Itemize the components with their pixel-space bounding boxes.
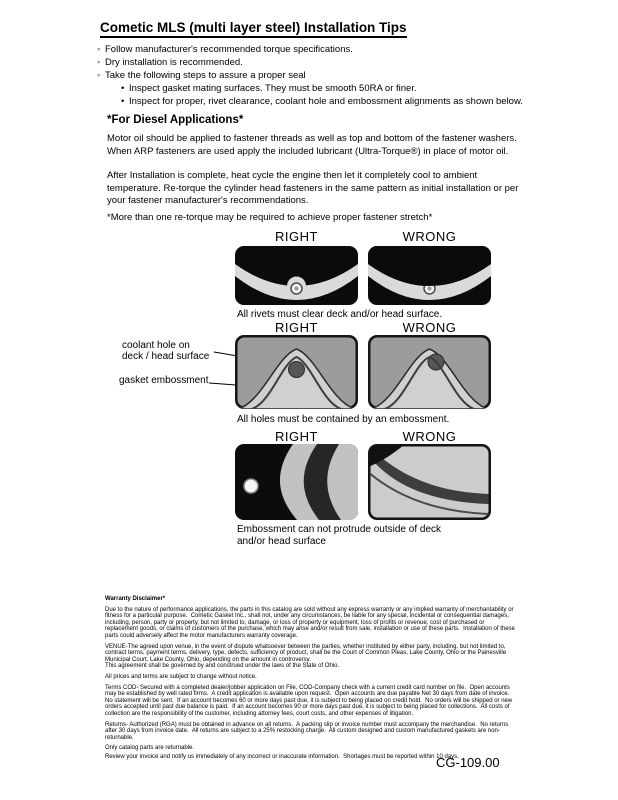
disclaimer-paragraph: Review your invoice and notify us immediately of any incorrect or inaccurate information. Shortages must be reported within 10 days.: [105, 753, 459, 760]
list-item: [121, 95, 537, 108]
warranty-disclaimer: [105, 596, 519, 764]
installation-tips-list: [97, 43, 537, 108]
disclaimer-paragraph: This agreement shall be governed by and construed under the laws of the State of Ohio.: [105, 663, 340, 670]
diesel-paragraph-2: After Installation is complete, heat cycle the engine then let it completely cool to ambient temperature. Re-torque the cylinder head fasteners in the same pattern as initial installation or per your fastener manufacturer's recommendations.: [107, 170, 522, 206]
open-bullet-icon: ◦: [97, 57, 101, 68]
diagram-protrusion-wrong: [368, 444, 491, 520]
diagram-embossment-wrong: [368, 335, 491, 409]
diagram-embossment-right: [235, 335, 358, 409]
wrong-label: WRONG: [402, 429, 457, 444]
diesel-heading: *For Diesel Applications*: [107, 114, 244, 126]
disclaimer-paragraph: Returns- Authorized (RGA) must be obtained in advance on all returns. A packing slip or invoice number must accompany the merchandise. No returns after 30 days from invoice date. All returns are subject to a 25% restocking charge. All custom designed and custom manufactured gaskets are non-returnable.: [105, 721, 510, 741]
right-label: RIGHT: [275, 229, 318, 244]
retorque-note: *More than one re-torque may be required to achieve proper fastener stretch*: [107, 212, 433, 223]
bolt-hole-icon: [244, 479, 258, 493]
right-label: RIGHT: [275, 429, 318, 444]
wrong-label: WRONG: [402, 229, 457, 244]
diagram-protrusion-right: [235, 444, 358, 520]
wrong-label: WRONG: [402, 320, 457, 335]
list-item-text: Inspect for proper, rivet clearance, coolant hole and embossment alignments as shown below.: [129, 96, 523, 107]
filled-bullet-icon: •: [121, 83, 125, 94]
open-bullet-icon: ◦: [97, 44, 101, 55]
protrusion-caption: Embossment can not protrude outside of deck and/or head surface: [237, 524, 442, 547]
filled-bullet-icon: •: [121, 96, 125, 107]
page-number: CG-109.00: [436, 755, 500, 770]
list-item-text: Inspect gasket mating surfaces. They must be smooth 50RA or finer.: [129, 83, 417, 94]
page-title: Cometic MLS (multi layer steel) Installation Tips: [100, 20, 407, 38]
diesel-paragraph-1: Motor oil should be applied to fastener threads as well as top and bottom of the fastener washers. When ARP fasteners are used apply the included lubricant (Ultra-Torque®) in place of motor oil.: [107, 133, 520, 157]
list-item-text: Follow manufacturer's recommended torque specifications.: [105, 44, 353, 55]
list-item: [97, 43, 537, 56]
list-item: [121, 82, 537, 95]
disclaimer-paragraph: Terms COD- Secured with a completed dealer/jobber application on File, COD-Company check with a current credit card number on file. Open accounts may be established by well rated firms. A credit application is available upon request. Open accounts are due payable Net 30 days from date of invoice. No statement will be sent. If an account becomes 60 or more days past due, it is subject to being placed on credit hold. No orders will be shipped or new orders accepted until past due balance is paid. If an account becomes 90 or more days past due, it is subject to being placed for collections. All costs of collection are the responsibility of the customer, including attorney fees, court costs, and other expenses of litigation.: [105, 684, 514, 717]
embossment-caption: All holes must be contained by an embossment.: [237, 414, 450, 425]
list-item: [97, 56, 537, 69]
list-item-text: Dry installation is recommended.: [105, 57, 243, 68]
list-item-text: Take the following steps to assure a proper seal: [105, 70, 306, 81]
disclaimer-paragraph: Due to the nature of performance applications, the parts in this catalog are sold without any express warranty or any implied warranty of merchantability or fitness for a particular purpose. Cometic Gasket Inc., shall not, under any circumstances, be liable for any special, incidental or consequential damages, including, person, party or property, but not limited to, damage, or loss of property or equipment, loss of profits or revenue, cost of purchased or replacement goods, or claims of customers of the purchase, which may arise and/or result from sale, installation or use of these parts. Installation of these parts could adversely affect the motor manufacturers warranty coverage.: [105, 606, 517, 639]
disclaimer-paragraph: All prices and terms are subject to change without notice.: [105, 673, 257, 680]
gasket-embossment-annotation: gasket embossment: [119, 375, 209, 386]
coolant-hole-icon: [289, 362, 305, 378]
right-label: RIGHT: [275, 320, 318, 335]
disclaimer-paragraph: Only catalog parts are returnable.: [105, 745, 195, 752]
disclaimer-paragraph: VENUE-The agreed upon venue, in the event of dispute whatsoever between the parties, whether instituted by either party, including, but not limited to, contract terms, payment terms, delivery, type, defects, sufficiency of product, shall be the Court of Common Pleas, Lake County, Ohio or the Painesville Municipal Court, Lake County, Ohio, depending on the amount in controversy.: [105, 643, 508, 663]
disclaimer-heading: Warranty Disclaimer*: [105, 596, 166, 602]
rivet-caption: All rivets must clear deck and/or head surface.: [237, 309, 443, 320]
diagram-rivet-right: [235, 246, 358, 305]
diagram-rivet-wrong: [368, 246, 491, 305]
coolant-hole-annotation: coolant hole on deck / head surface: [122, 340, 210, 362]
list-item: [97, 69, 537, 82]
open-bullet-icon: ◦: [97, 70, 101, 81]
